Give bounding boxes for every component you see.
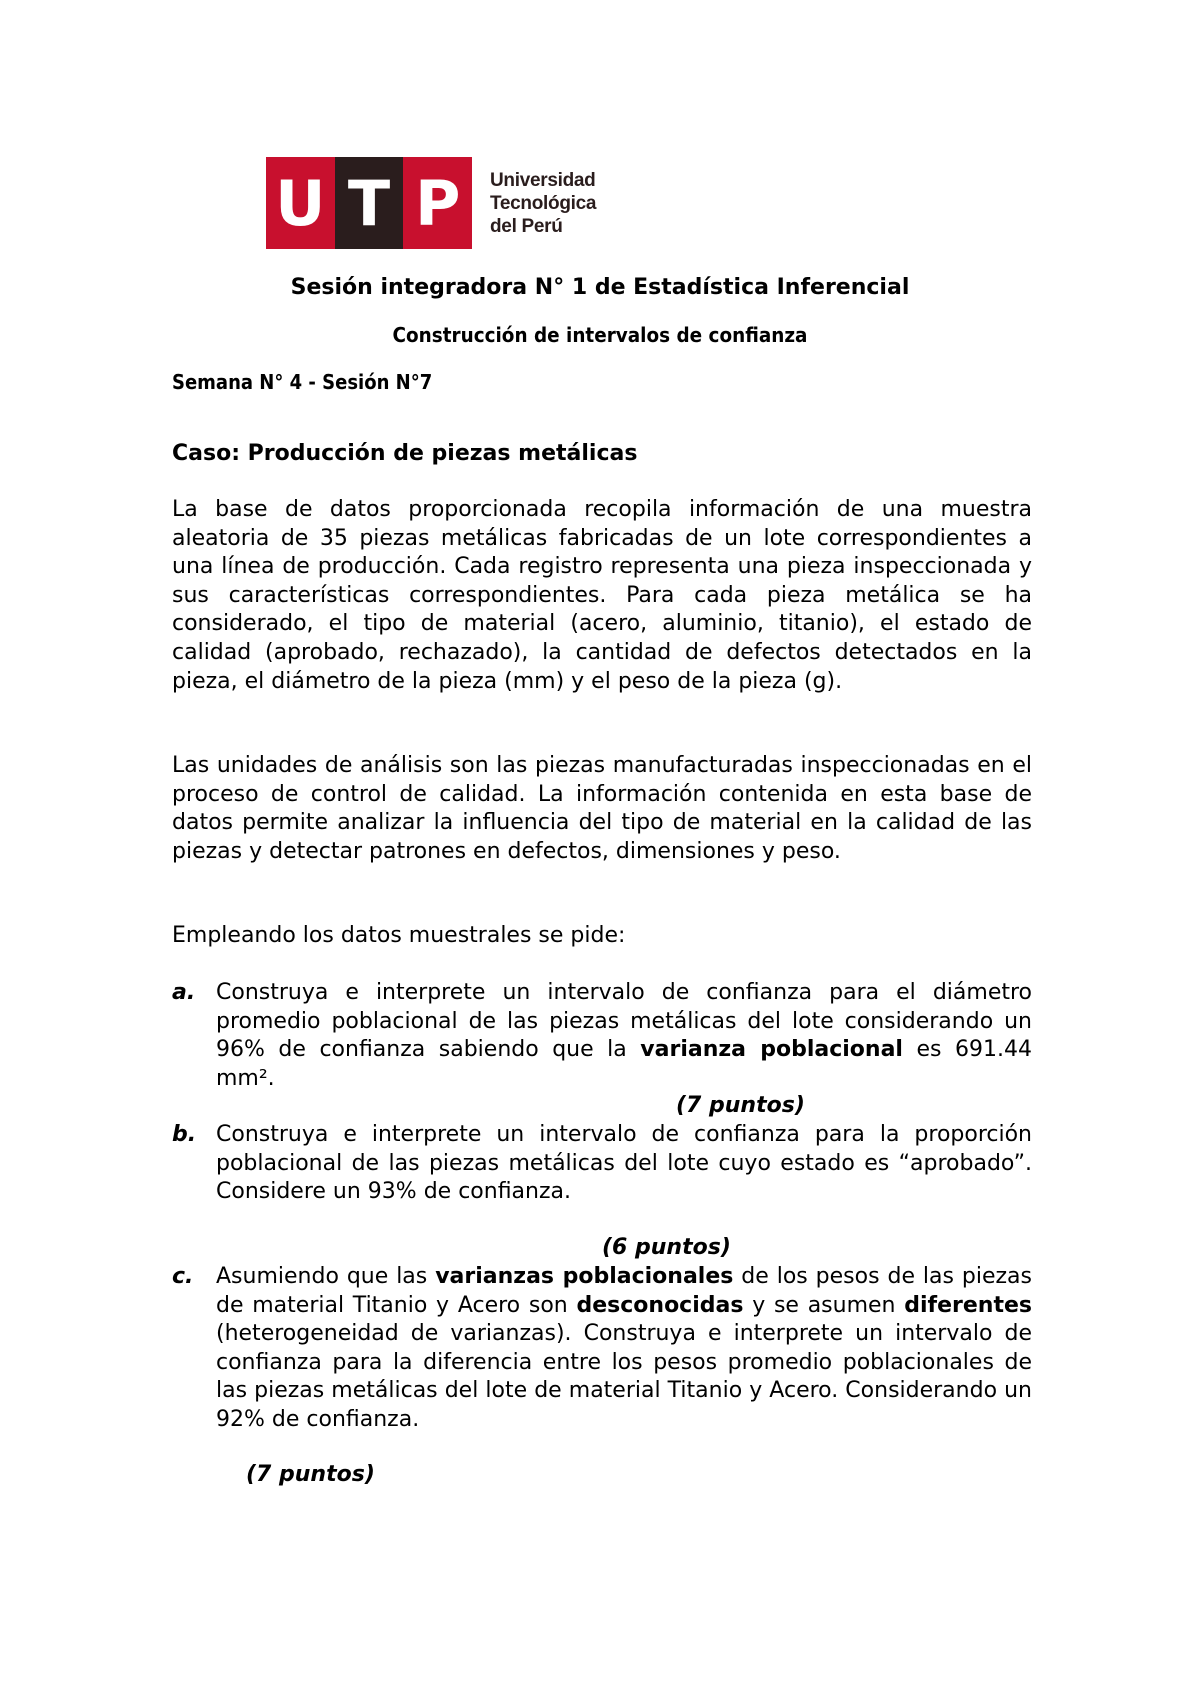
logo-line-3: del Perú bbox=[490, 215, 563, 237]
question-a-text-part-2: es 691.44 mm². bbox=[216, 1037, 1032, 1091]
question-a bbox=[172, 979, 1032, 1093]
utp-logo-mark bbox=[266, 157, 472, 249]
case-paragraph-3: Empleando los datos muestrales se pide: bbox=[172, 923, 626, 948]
case-paragraph-1: La base de datos proporcionada recopila información de una muestra aleatoria de 35 piezas metálicas fabricadas de un lote correspondientes a una línea de producción. Cada registro representa una pieza inspeccionada y sus características correspondientes. Para cada pieza metálica se ha considerado, el tipo de material (acero, aluminio, titanio), el estado de calidad (aprobado, rechazado), la cantidad de defectos detectados en la pieza, el diámetro de la pieza (mm) y el peso de la pieza (g). bbox=[172, 497, 1032, 694]
case-title: Caso: Producción de piezas metálicas bbox=[172, 441, 638, 466]
logo-wordmark bbox=[490, 169, 596, 238]
week-session-label: Semana N° 4 - Sesión N°7 bbox=[172, 370, 433, 394]
logo-line-1: Universidad bbox=[490, 169, 596, 191]
question-a-bold-1: varianza poblacional bbox=[640, 1037, 903, 1063]
logo-line-2: Tecnológica bbox=[490, 192, 597, 214]
logo-letter-t: T bbox=[335, 157, 404, 249]
question-c-text-part-1: Asumiendo que las bbox=[216, 1264, 436, 1289]
question-a-text bbox=[216, 979, 1032, 1093]
question-c-points: (7 puntos) bbox=[246, 1462, 375, 1487]
question-c-bold-3: diferentes bbox=[904, 1292, 1032, 1318]
utp-logo bbox=[266, 157, 596, 249]
logo-letter-p: P bbox=[403, 157, 472, 249]
question-c-bold-1: varianzas poblacionales bbox=[435, 1264, 734, 1289]
question-a-points: (7 puntos) bbox=[676, 1093, 805, 1118]
question-a-marker: a. bbox=[172, 980, 196, 1005]
question-c-text-part-4: (heterogeneidad de varianzas). Construya e interprete un intervalo de confianza para la diferencia entre los pesos promedio poblacionales de las piezas metálicas del lote de material Titanio y Acero. Considerando un 92% de confianza. bbox=[216, 1321, 1032, 1432]
question-c-text-part-2: de los pesos de las piezas de material Titanio y Acero son bbox=[216, 1264, 1032, 1318]
question-a-text-part-1: Construya e interprete un intervalo de confianza para el diámetro promedio poblacional de las piezas metálicas del lote considerando un 96% de confianza sabiendo que la bbox=[216, 980, 1032, 1063]
question-b bbox=[172, 1121, 1032, 1207]
logo-letter-u: U bbox=[266, 157, 335, 249]
document-title: Sesión integradora N° 1 de Estadística Inferencial bbox=[290, 275, 910, 300]
question-b-text: Construya e interprete un intervalo de confianza para la proporción poblacional de las piezas metálicas del lote cuyo estado es “aprobado”. Considere un 93% de confianza. bbox=[216, 1122, 1032, 1205]
question-c bbox=[172, 1263, 1032, 1435]
question-c-marker: c. bbox=[172, 1264, 194, 1289]
question-c-text-part-3: y se asumen bbox=[743, 1292, 905, 1318]
case-paragraph-2: Las unidades de análisis son las piezas manufacturadas inspeccionadas en el proceso de control de calidad. La información contenida en esta base de datos permite analizar la influencia del tipo de material en la calidad de las piezas y detectar patrones en defectos, dimensiones y peso. bbox=[172, 753, 1032, 864]
question-b-points: (6 puntos) bbox=[602, 1235, 731, 1260]
question-c-text bbox=[216, 1263, 1032, 1435]
question-c-bold-2: desconocidas bbox=[576, 1292, 744, 1318]
question-b-marker: b. bbox=[172, 1122, 197, 1147]
document-subtitle: Construcción de intervalos de confianza bbox=[392, 323, 808, 347]
